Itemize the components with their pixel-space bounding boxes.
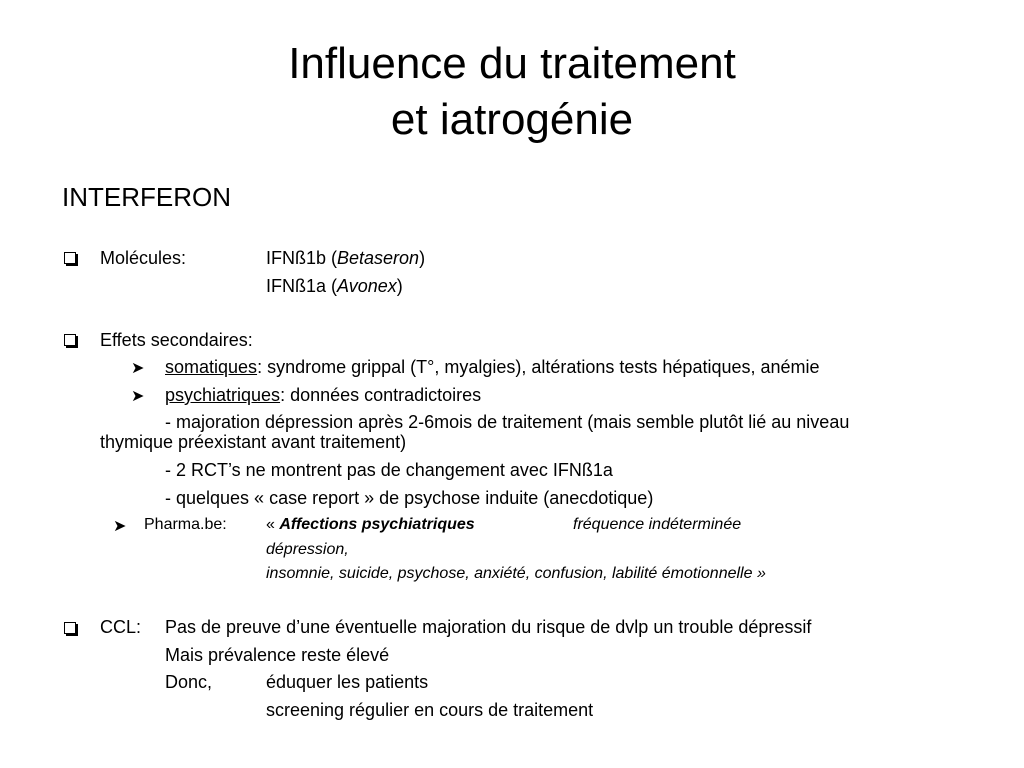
- molecule-1-name: IFNß1b (: [266, 248, 338, 268]
- arrow-bullet-icon: ➤: [113, 518, 127, 535]
- psychiatriques-label: psychiatriques: [165, 385, 281, 405]
- checkbox-bullet-icon: [64, 622, 76, 634]
- somatiques-label: somatiques: [165, 357, 258, 377]
- pharma-label: Pharma.be:: [144, 516, 227, 533]
- arrow-bullet-icon: ➤: [131, 388, 145, 405]
- ccl-label: CCL:: [100, 617, 142, 637]
- pharma-affections: [266, 516, 475, 534]
- molecules-label: Molécules:: [100, 248, 187, 268]
- psychiatriques-text: : données contradictoires: [280, 385, 482, 405]
- ccl-action-2: screening régulier en cours de traitement: [266, 700, 594, 720]
- checkbox-bullet-icon: [64, 252, 76, 264]
- psy-detail-3: - quelques « case report » de psychose induite (anecdotique): [165, 488, 654, 508]
- molecule-1-close: ): [419, 248, 426, 268]
- psychiatriques-line: [165, 385, 481, 406]
- title-line-2: et iatrogénie: [390, 95, 634, 144]
- ccl-line-2: Mais prévalence reste élevé: [165, 645, 390, 665]
- psy-detail-2: - 2 RCT’s ne montrent pas de changement avec IFNß1a: [165, 460, 613, 480]
- ccl-line-1: Pas de preuve d’une éventuelle majoration du risque de dvlp un trouble dépressif: [165, 617, 812, 637]
- checkbox-bullet-icon: [64, 334, 76, 346]
- molecule-line-1: [266, 248, 425, 269]
- psy-detail-1a: - majoration dépression après 2-6mois de traitement (mais semble plutôt lié au niveau: [165, 412, 850, 432]
- pharma-list: insomnie, suicide, psychose, anxiété, confusion, labilité émotionnelle »: [266, 565, 766, 582]
- section-heading: INTERFERON: [62, 182, 231, 212]
- molecule-1-brand: Betaseron: [337, 248, 420, 268]
- ccl-action-1: éduquer les patients: [266, 672, 429, 692]
- pharma-depression: dépression,: [266, 541, 349, 558]
- molecule-2-brand: Avonex: [337, 276, 397, 296]
- molecule-2-name: IFNß1a (: [266, 276, 338, 296]
- somatiques-text: : syndrome grippal (T°, myalgies), altérations tests hépatiques, anémie: [257, 357, 820, 377]
- molecule-2-close: ): [396, 276, 403, 296]
- psy-detail-1b: thymique préexistant avant traitement): [100, 432, 407, 452]
- slide-title: [0, 36, 1024, 148]
- somatiques-line: [165, 357, 820, 378]
- arrow-bullet-icon: ➤: [131, 360, 145, 377]
- affections-label: Affections psychiatriques: [279, 516, 475, 533]
- pharma-frequence: fréquence indéterminée: [573, 516, 742, 533]
- title-line-1: Influence du traitement: [288, 39, 736, 88]
- effets-label: Effets secondaires:: [100, 330, 253, 350]
- molecule-line-2: [266, 276, 403, 297]
- ccl-donc: Donc,: [165, 672, 213, 692]
- quote-open: «: [266, 516, 280, 533]
